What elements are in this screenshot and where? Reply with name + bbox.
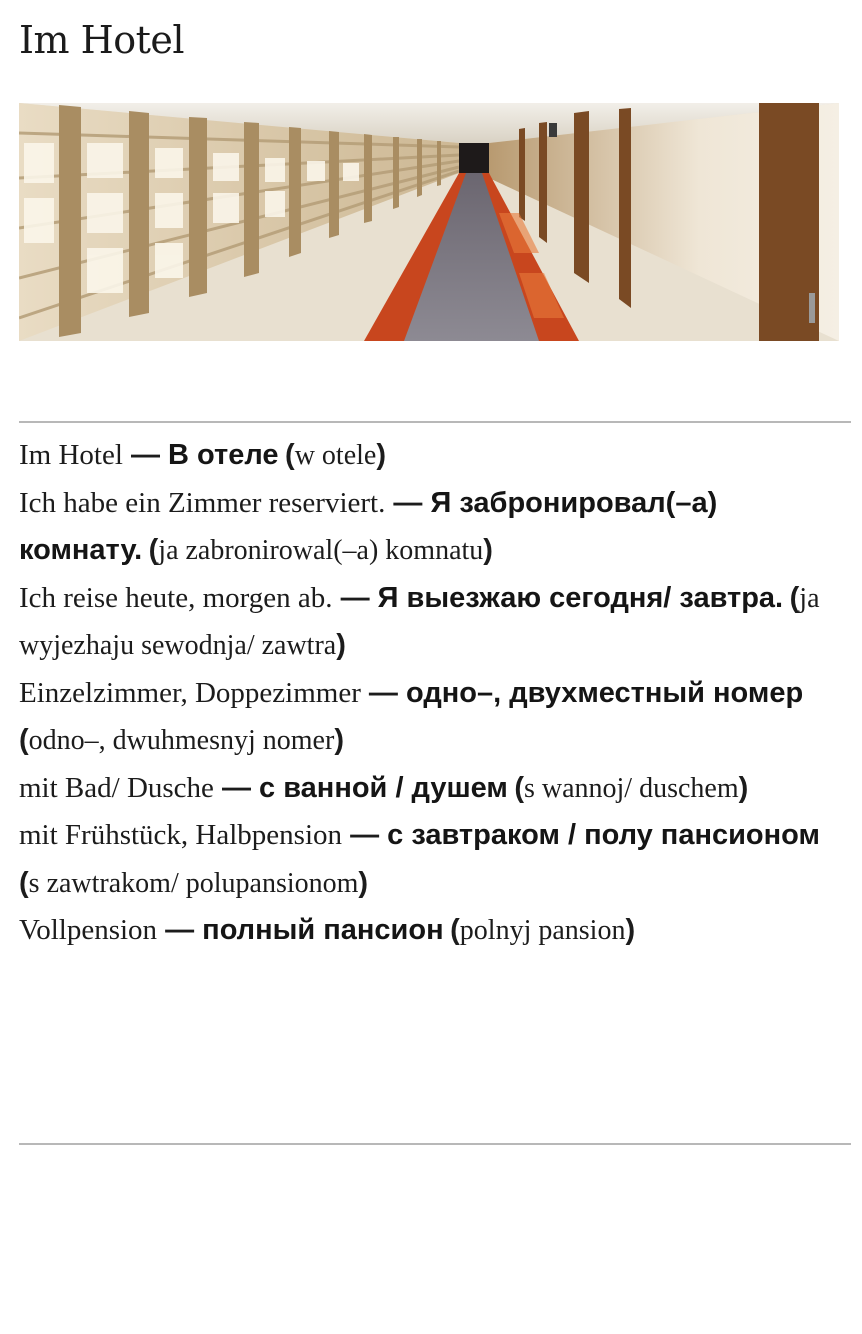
page-title: Im Hotel <box>19 18 185 62</box>
separator: — <box>157 914 203 946</box>
separator: — <box>360 676 406 709</box>
separator: — <box>122 439 169 471</box>
separator: — <box>213 771 260 804</box>
separator: — <box>385 486 431 519</box>
german-phrase: Im Hotel <box>19 439 123 471</box>
transliteration: polnyj pansion <box>459 915 626 946</box>
transliteration: s wannoj/ duschem <box>523 772 739 804</box>
phrase-item: Im Hotel — В отеле (w otele) <box>19 439 387 471</box>
transliteration: w otele <box>294 440 377 471</box>
german-phrase: Ich reise heute, morgen ab. <box>19 581 333 614</box>
transliteration: ja wyjezhaju sewodnja/ zawtra <box>19 582 820 661</box>
transliteration: s zawtrakom/ polupansionom <box>28 867 359 899</box>
bottom-divider <box>19 1143 851 1145</box>
separator: — <box>342 819 388 851</box>
german-phrase: Ich habe ein Zimmer reserviert. <box>19 486 386 519</box>
phrase-item: mit Frühstück, Halbpension — с завтраком / полу пансионом (s zawtrakom/ polupansionom) <box>19 819 820 899</box>
german-phrase: Vollpension <box>19 914 158 946</box>
top-divider <box>19 421 851 423</box>
german-phrase: mit Frühstück, Halbpension <box>19 819 343 851</box>
german-phrase: mit Bad/ Dusche <box>19 771 214 804</box>
banner-image <box>19 103 839 341</box>
german-phrase: Einzelzimmer, Doppezimmer <box>19 676 361 709</box>
phrase-list <box>19 432 839 955</box>
phrase-item: mit Bad/ Dusche — с ванной / душем (s wannoj/ duschem) <box>19 771 749 804</box>
phrase-item: Vollpension — полный пансион (polnyj pansion) <box>19 914 636 946</box>
phrase-item: Einzelzimmer, Doppezimmer — одно–, двухместный номер (odno–, dwuhmesnyj nomer) <box>19 676 804 756</box>
separator: — <box>332 581 378 614</box>
russian-phrase: с завтраком / полу пансионом <box>387 819 820 851</box>
russian-phrase: В отеле <box>168 439 279 471</box>
transliteration: ja zabronirowal(–a) komnatu <box>158 535 484 566</box>
phrase-item: Ich habe ein Zimmer reserviert. — Я забронировал(–а) комнату. (ja zabronirowal(–a) komnatu) <box>19 486 718 566</box>
russian-phrase: Я забронировал(–а) комнату. <box>19 486 718 566</box>
russian-phrase: Я выезжаю сегодня/ завтра. <box>377 581 784 614</box>
phrase-item: Ich reise heute, morgen ab. — Я выезжаю сегодня/ завтра. (ja wyjezhaju sewodnja/ zawtra) <box>19 581 820 661</box>
russian-phrase: с ванной / душем <box>259 771 508 804</box>
transliteration: odno–, dwuhmesnyj nomer <box>28 725 335 756</box>
russian-phrase: полный пансион <box>202 914 444 946</box>
russian-phrase: одно–, двухместный номер <box>406 676 804 709</box>
